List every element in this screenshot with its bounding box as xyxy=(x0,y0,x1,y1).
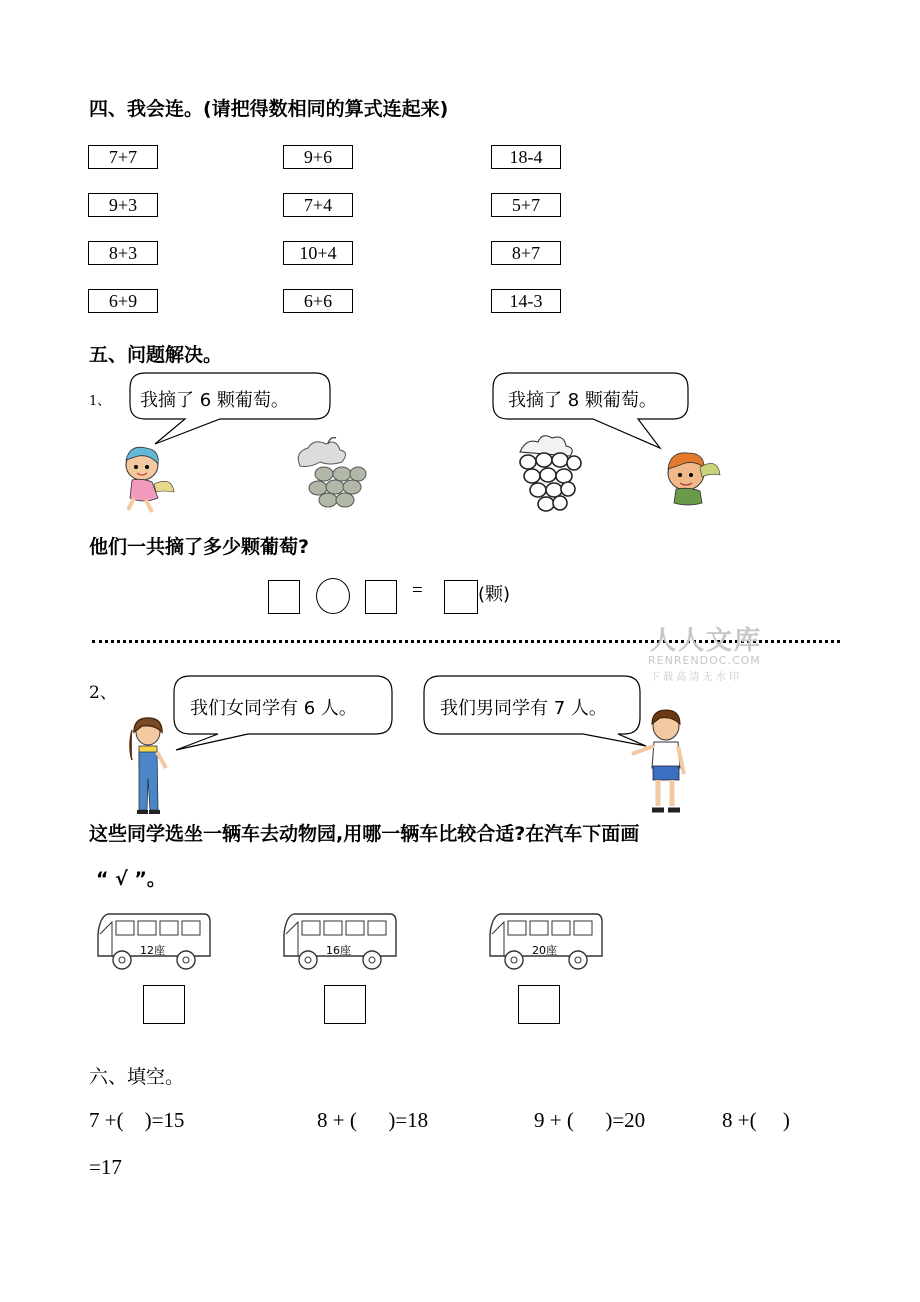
bus-16-seat xyxy=(280,908,398,972)
bubble-text: 我摘了 6 颗葡萄。 xyxy=(140,390,289,411)
fairy-girl-picture xyxy=(112,440,182,515)
problem1-question: 他们一共摘了多少颗葡萄? xyxy=(89,536,310,558)
fill-blank-item[interactable]: 9 + ( )=20 xyxy=(534,1108,646,1132)
bubble-text: 我们女同学有 6 人。 xyxy=(190,698,357,719)
answer-box[interactable] xyxy=(268,580,300,614)
bubble-text: 我们男同学有 7 人。 xyxy=(440,698,607,719)
bus-check-box[interactable] xyxy=(324,985,366,1024)
expr-box[interactable]: 6+6 xyxy=(283,289,353,313)
equals-sign: = xyxy=(412,580,423,601)
problem1-number: 1、 xyxy=(89,394,111,409)
grapes-white-picture xyxy=(512,430,584,516)
answer-box[interactable] xyxy=(365,580,397,614)
bus-label: 20座 xyxy=(532,944,557,957)
section4-title: 四、我会连。(请把得数相同的算式连起来) xyxy=(89,98,449,120)
problem2-number: 2、 xyxy=(89,683,117,703)
problem2-question-line1: 这些同学选坐一辆车去动物园,用哪一辆车比较合适?在汽车下面画 xyxy=(89,823,640,845)
expr-box[interactable]: 14-3 xyxy=(491,289,561,313)
fill-blank-overflow: =17 xyxy=(89,1155,122,1179)
expr-box[interactable]: 7+7 xyxy=(88,145,158,169)
unit-label: (颗) xyxy=(478,584,511,605)
grapes-gray-picture xyxy=(290,436,370,516)
bus-20-seat xyxy=(486,908,604,972)
expr-box[interactable]: 7+4 xyxy=(283,193,353,217)
bus-check-box[interactable] xyxy=(518,985,560,1024)
expr-box[interactable]: 9+3 xyxy=(88,193,158,217)
bubble-text: 我摘了 8 颗葡萄。 xyxy=(508,390,657,411)
bus-12-seat xyxy=(94,908,212,972)
girl-student-picture xyxy=(124,716,174,824)
fill-blank-item[interactable]: 8 +( ) xyxy=(722,1108,790,1132)
operator-circle[interactable] xyxy=(316,578,350,614)
boy-student-picture xyxy=(626,708,692,822)
section5-title: 五、问题解决。 xyxy=(89,344,223,366)
expr-box[interactable]: 8+3 xyxy=(88,241,158,265)
watermark-slogan: 下 载 高 清 无 水 印 xyxy=(650,672,740,683)
fill-blank-item[interactable]: 7 +( )=15 xyxy=(89,1108,185,1132)
expr-box[interactable]: 10+4 xyxy=(283,241,353,265)
expr-box[interactable]: 18-4 xyxy=(491,145,561,169)
section6-title: 六、填空。 xyxy=(89,1066,185,1088)
bus-label: 12座 xyxy=(140,944,165,957)
watermark-title: 人人文库 xyxy=(650,626,763,656)
expr-box[interactable]: 9+6 xyxy=(283,145,353,169)
problem2-question-line2: “ √ ”。 xyxy=(96,868,166,890)
bus-check-box[interactable] xyxy=(143,985,185,1024)
watermark-site: RENRENDOC.COM xyxy=(648,654,761,667)
answer-box[interactable] xyxy=(444,580,478,614)
bus-label: 16座 xyxy=(326,944,351,957)
expr-box[interactable]: 8+7 xyxy=(491,241,561,265)
expr-box[interactable]: 6+9 xyxy=(88,289,158,313)
fill-blank-item[interactable]: 8 + ( )=18 xyxy=(317,1108,429,1132)
fairy-boy-picture xyxy=(660,443,724,509)
expr-box[interactable]: 5+7 xyxy=(491,193,561,217)
